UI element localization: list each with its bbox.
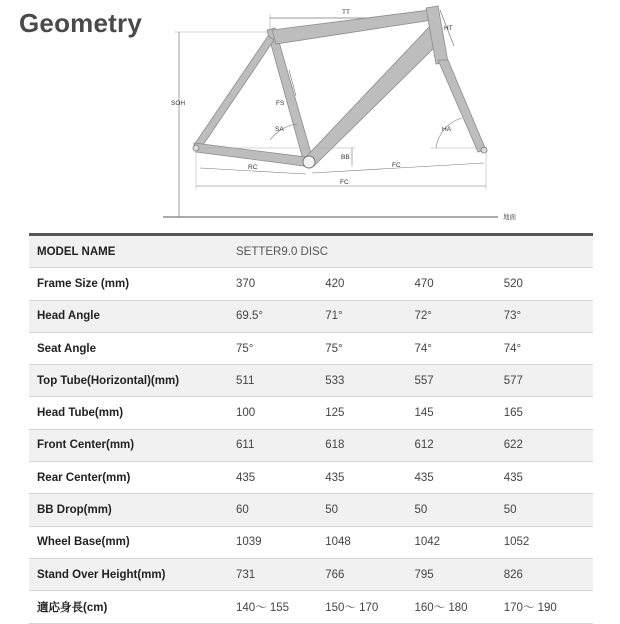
geometry-diagram: [0, 0, 620, 230]
row-value: 826: [504, 558, 593, 590]
row-label: Wheel Base(mm): [29, 526, 236, 558]
row-value: 1048: [325, 526, 414, 558]
row-value: 435: [236, 462, 325, 494]
row-label: Head Tube(mm): [29, 397, 236, 429]
row-value: 511: [236, 365, 325, 397]
rear-dropout: [193, 145, 199, 151]
table-row: [29, 591, 593, 623]
row-value: 370: [236, 268, 325, 300]
seat-tube: [267, 28, 313, 163]
ground-label: 地面: [503, 214, 516, 221]
row-label: Top Tube(Horizontal)(mm): [29, 365, 236, 397]
row-value: 420: [325, 268, 414, 300]
row-value: 165: [504, 397, 593, 429]
row-value: 795: [415, 558, 504, 590]
row-value: 618: [325, 429, 414, 461]
table-row: [29, 494, 593, 526]
row-value: 470: [415, 268, 504, 300]
down-tube: [305, 24, 440, 166]
row-value: 75°: [236, 332, 325, 364]
fc-label-upper: FC: [392, 162, 401, 169]
seat-stay: [194, 36, 274, 148]
top-tube: [272, 10, 432, 44]
row-value: 435: [504, 462, 593, 494]
row-value: 100: [236, 397, 325, 429]
row-value: 435: [325, 462, 414, 494]
ht-label: HT: [444, 25, 453, 32]
soh-label: SOH: [171, 100, 186, 107]
table-row: [29, 558, 593, 590]
chain-stay: [194, 143, 306, 166]
page-title: Geometry: [19, 8, 142, 38]
model-name-value: SETTER9.0 DISC: [236, 235, 593, 268]
bottom-bracket: [303, 156, 315, 168]
row-value: 72°: [415, 300, 504, 332]
row-value: 125: [325, 397, 414, 429]
bb-label: BB: [341, 154, 350, 161]
row-value: 50: [504, 494, 593, 526]
table-row: [29, 268, 593, 300]
table-row-model: [29, 235, 593, 268]
row-value: 75°: [325, 332, 414, 364]
table-row: [29, 397, 593, 429]
row-value: 731: [236, 558, 325, 590]
fs-label: FS: [276, 100, 285, 107]
row-value: 50: [415, 494, 504, 526]
rc-label: RC: [248, 164, 258, 171]
row-label: Head Angle: [29, 300, 236, 332]
row-value: 520: [504, 268, 593, 300]
bike-frame: [194, 6, 486, 166]
table-row: [29, 300, 593, 332]
row-label: Front Center(mm): [29, 429, 236, 461]
table-row: [29, 365, 593, 397]
row-value: 557: [415, 365, 504, 397]
sa-label: SA: [275, 126, 284, 133]
row-label: BB Drop(mm): [29, 494, 236, 526]
fork: [438, 60, 486, 152]
row-value: 74°: [415, 332, 504, 364]
tt-label: TT: [342, 9, 350, 16]
row-label: Stand Over Height(mm): [29, 558, 236, 590]
row-value: 766: [325, 558, 414, 590]
table-row: [29, 429, 593, 461]
row-value: 160～ 180: [415, 591, 504, 623]
row-value: 50: [325, 494, 414, 526]
ha-label: HA: [442, 126, 452, 133]
model-name-label: MODEL NAME: [29, 235, 236, 268]
row-label: Rear Center(mm): [29, 462, 236, 494]
row-value: 140～ 155: [236, 591, 325, 623]
row-value: 533: [325, 365, 414, 397]
row-value: 435: [415, 462, 504, 494]
row-value: 60: [236, 494, 325, 526]
fc-label-lower: FC: [340, 179, 349, 186]
row-value: 611: [236, 429, 325, 461]
row-value: 622: [504, 429, 593, 461]
row-value: 73°: [504, 300, 593, 332]
row-label: 適応身長(cm): [29, 591, 236, 623]
table-row: [29, 462, 593, 494]
row-label: Seat Angle: [29, 332, 236, 364]
row-value: 150～ 170: [325, 591, 414, 623]
row-value: 1042: [415, 526, 504, 558]
row-value: 1052: [504, 526, 593, 558]
row-value: 74°: [504, 332, 593, 364]
ha-arc: [436, 118, 462, 148]
table-row: [29, 332, 593, 364]
row-value: 71°: [325, 300, 414, 332]
row-value: 612: [415, 429, 504, 461]
row-value: 69.5°: [236, 300, 325, 332]
row-value: 1039: [236, 526, 325, 558]
table-row: [29, 526, 593, 558]
row-value: 145: [415, 397, 504, 429]
geometry-table: [29, 233, 593, 624]
row-value: 170～ 190: [504, 591, 593, 623]
row-label: Frame Size (mm): [29, 268, 236, 300]
row-value: 577: [504, 365, 593, 397]
